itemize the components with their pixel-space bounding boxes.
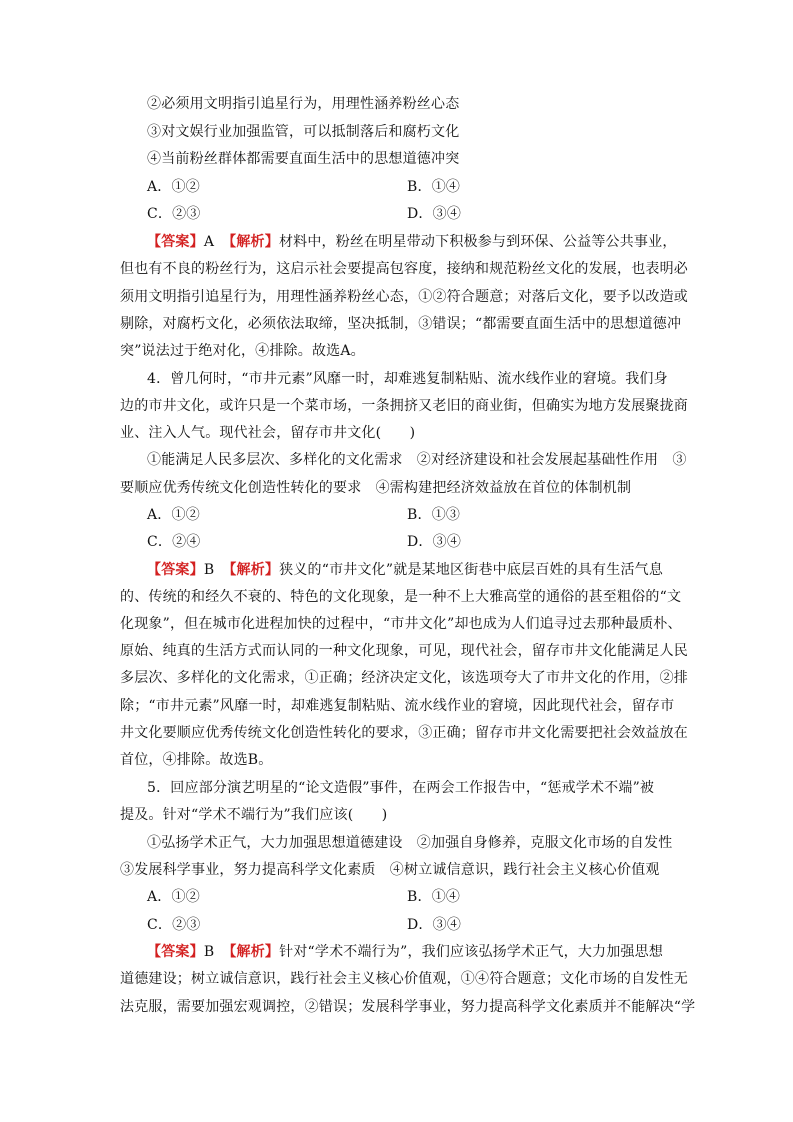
q3-analysis-line: 剔除，对腐朽文化，必须依法取缔，坚决抵制，③错误；“都需要直面生活中的思想道德冲 <box>120 316 682 332</box>
q3-answer-line <box>147 230 675 254</box>
q4-analysis-line: 的、传统的和经久不衰的、特色的文化现象，是一种不上大雅高堂的通俗的甚至粗俗的“文 <box>120 589 682 605</box>
q5-analysis-line: 道德建设；树立诚信意识，践行社会主义核心价值观，①④符合题意；文化市场的自发性无 <box>120 971 688 987</box>
answer-letter: B <box>203 944 215 960</box>
q5-analysis-line: 法克服，需要加强宏观调控，②错误；发展科学事业，努力提高科学文化素质并不能解决“学 <box>120 999 696 1015</box>
answer-tag: 【 答案 】 <box>147 234 204 250</box>
q4-choice-d: D．③④ <box>407 534 462 550</box>
q5-stem-line: 提及。针对“学术不端行为”我们应该( ) <box>120 807 388 823</box>
q3-analysis-line: 但也有不良的粉丝行为，这启示社会要提高包容度，接纳和规范粉丝文化的发展，也表明必 <box>120 261 688 277</box>
q3-option-2: ②必须用文明指引追星行为，用理性涵养粉丝心态 <box>147 96 460 112</box>
q4-analysis-line: 化现象”，但在城市化进程加快的过程中，“市井文化”却也成为人们追寻过去那种最质朴、 <box>120 616 682 632</box>
q4-choice-c: C．②④ <box>147 534 201 550</box>
q3-choice-c: C．②③ <box>147 206 201 222</box>
analysis-tag: 【 解析 】 <box>222 234 279 250</box>
answer-letter: B <box>203 562 215 578</box>
q4-options-line: 要顺应优秀传统文化创造性转化的要求 ④需构建把经济效益放在首位的体制机制 <box>120 480 632 496</box>
q5-answer-line <box>147 940 675 964</box>
q5-options-line: ①弘扬学术正气，大力加强思想道德建设 ②加强自身修养，克服文化市场的自发性 <box>147 835 673 851</box>
q5-choice-b: B．①④ <box>407 889 461 905</box>
q4-analysis-line: 首位，④排除。故选B。 <box>120 752 273 768</box>
q5-choice-d: D．③④ <box>407 917 462 933</box>
q4-options-line: ①能满足人民多层次、多样化的文化需求 ②对经济建设和社会发展起基础性作用 ③ <box>147 452 687 468</box>
q5-options-line: ③发展科学事业，努力提高科学文化素质 ④树立诚信意识，践行社会主义核心价值观 <box>120 862 660 878</box>
q4-analysis-line: 原始、纯真的生活方式而认同的一种文化现象，可见，现代社会，留存市井文化能满足人民 <box>120 643 688 659</box>
q3-option-4: ④当前粉丝群体都需要直面生活中的思想道德冲突 <box>147 151 460 167</box>
q4-choice-a: A．①② <box>147 507 200 523</box>
q3-analysis-line: 须用文明指引追星行为，用理性涵养粉丝心态，①②符合题意；对落后文化，要予以改造或 <box>120 289 688 305</box>
analysis-tag: 【 解析 】 <box>222 562 279 578</box>
q4-stem-line: 4．曾几何时，“市井元素”风靡一时，却难逃复制粘贴、流水线作业的窘境。我们身 <box>147 371 668 387</box>
q4-stem-line: 边的市井文化，或许只是一个菜市场，一条拥挤又老旧的商业街，但确实为地方发展聚拢商 <box>120 398 688 414</box>
analysis-text: 材料中，粉丝在明星带动下积极参与到环保、公益等公共事业， <box>278 234 677 250</box>
analysis-tag: 【 解析 】 <box>222 944 279 960</box>
q4-stem-line: 业、注入人气。现代社会，留存市井文化( ) <box>120 425 416 441</box>
q3-choice-b: B．①④ <box>407 179 461 195</box>
q3-choice-a: A．①② <box>147 179 200 195</box>
q5-choice-a: A．①② <box>147 889 200 905</box>
answer-tag: 【 答案 】 <box>147 944 204 960</box>
q5-choice-c: C．②③ <box>147 917 201 933</box>
q4-analysis-line: 除；“市井元素”风靡一时，却难逃复制粘贴、流水线作业的窘境，因此现代社会，留存市 <box>120 698 675 714</box>
q4-analysis-line: 井文化要顺应优秀传统文化创造性转化的要求，③正确；留存市井文化需要把社会效益放在 <box>120 725 688 741</box>
answer-letter: A <box>203 234 215 250</box>
q4-analysis-line: 多层次、多样化的文化需求，①正确；经济决定文化，该选项夸大了市井文化的作用，②排 <box>120 670 688 686</box>
q3-analysis-line: 突”说法过于绝对化，④排除。故选A。 <box>120 343 365 359</box>
q5-stem-line: 5．回应部分演艺明星的“论文造假”事件，在两会工作报告中，“惩戒学术不端”被 <box>147 780 655 796</box>
q3-choice-d: D．③④ <box>407 206 462 222</box>
answer-tag: 【 答案 】 <box>147 562 204 578</box>
q3-option-3: ③对文娱行业加强监管，可以抵制落后和腐朽文化 <box>147 124 460 140</box>
analysis-text: 狭义的“市井文化”就是某地区街巷中底层百姓的具有生活气息 <box>279 562 664 578</box>
q4-choice-b: B．①③ <box>407 507 461 523</box>
q4-answer-line <box>147 558 675 582</box>
analysis-text: 针对“学术不端行为”，我们应该弘扬学术正气，大力加强思想 <box>279 944 664 960</box>
